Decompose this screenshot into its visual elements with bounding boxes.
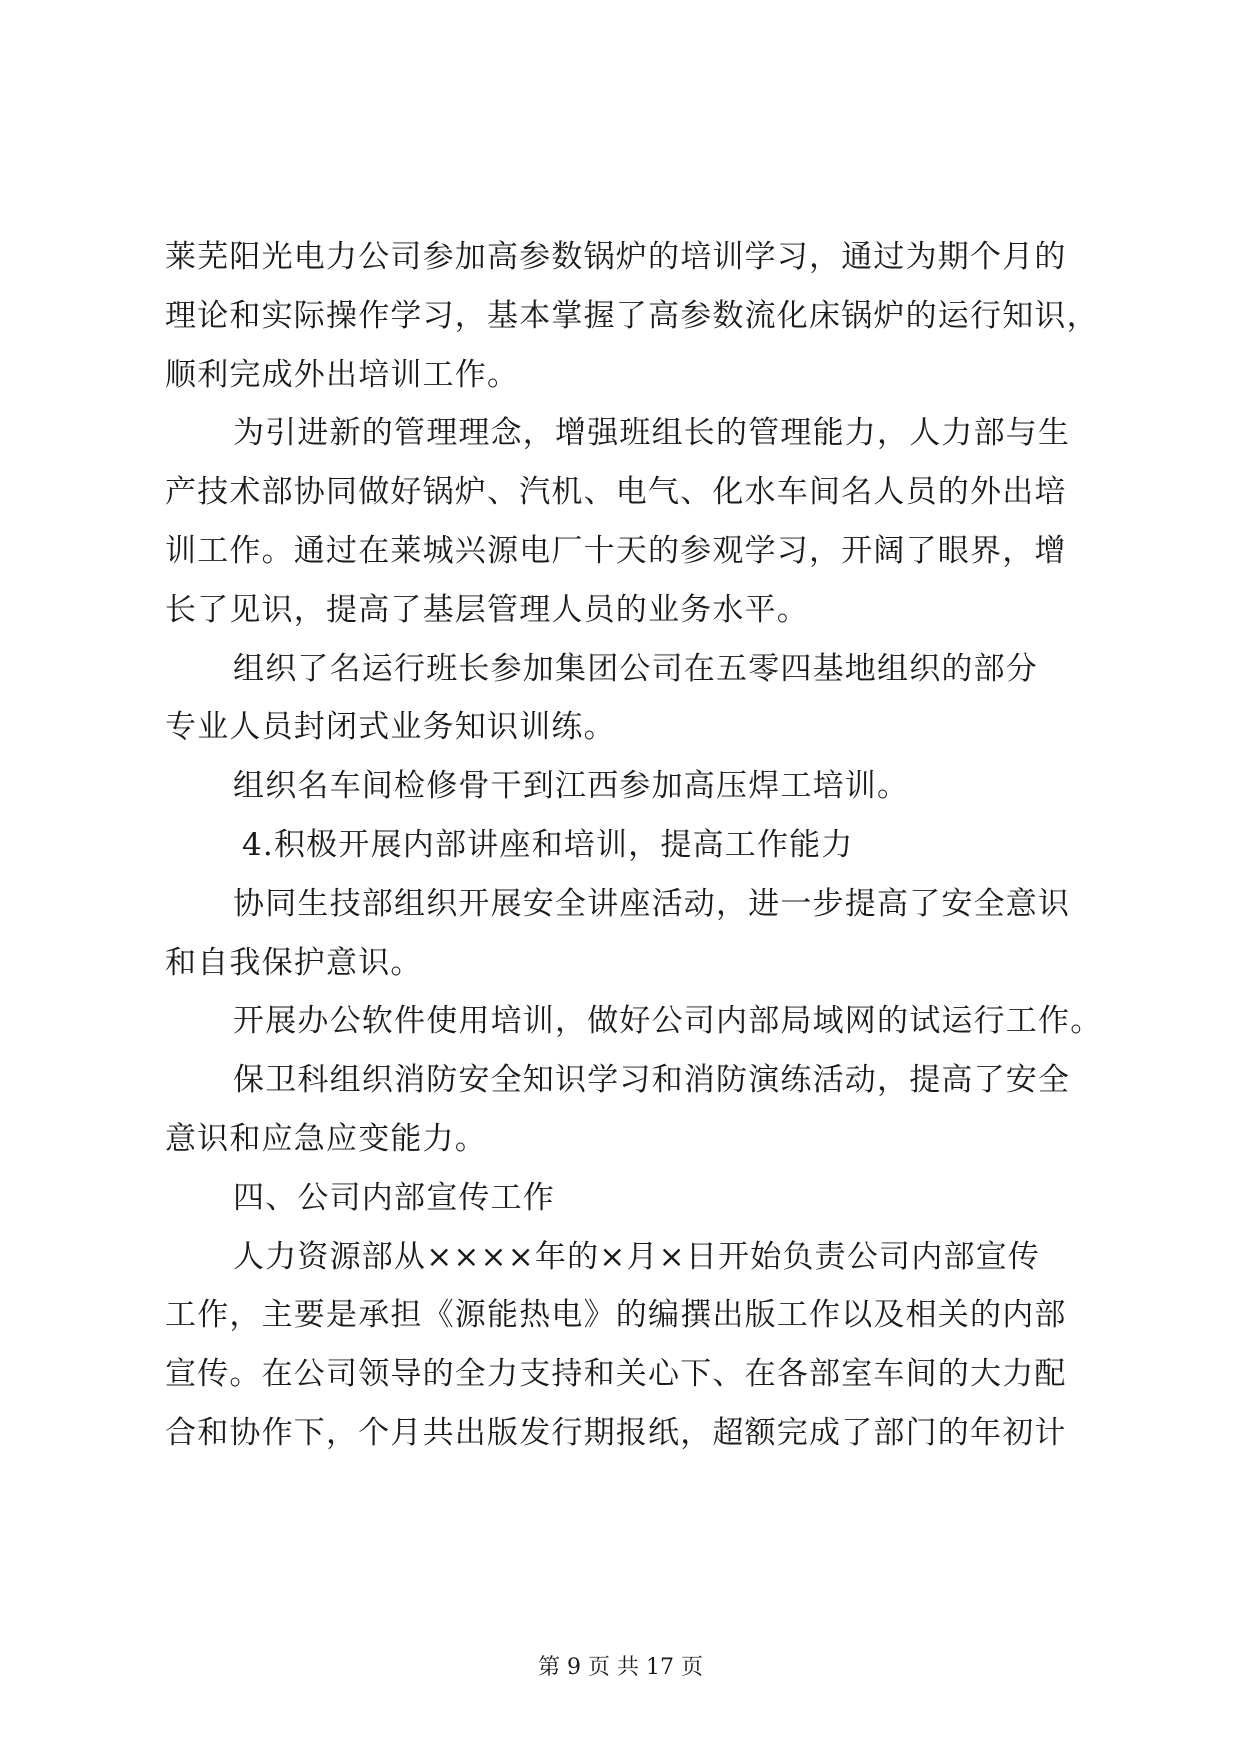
text-line: 顺利完成外出培训工作。: [165, 356, 520, 393]
text-line: 工作，主要是承担《源能热电》的编撰出版工作以及相关的内部: [165, 1297, 1067, 1334]
text-line: 莱芜阳光电力公司参加高参数锅炉的培训学习，通过为期个月的: [165, 239, 1067, 275]
text-line: 理论和实际操作学习，基本掌握了高参数流化床锅炉的运行知识，: [165, 297, 1099, 334]
text-line: 专业人员封闭式业务知识训练。: [165, 709, 616, 746]
text-line: 保卫科组织消防安全知识学习和消防演练活动，提高了安全: [233, 1062, 1071, 1099]
text-line: 训工作。通过在莱城兴源电厂十天的参观学习，开阔了眼界，增: [165, 532, 1067, 569]
text-line: 合和协作下，个月共出版发行期报纸，超额完成了部门的年初计: [165, 1414, 1067, 1451]
text-line: 为引进新的管理理念，增强班组长的管理能力，人力部与生: [233, 415, 1071, 452]
text-line: 长了见识，提高了基层管理人员的业务水平。: [165, 591, 809, 628]
text-line: 开展办公软件使用培训，做好公司内部局域网的试运行工作。: [233, 1003, 1103, 1040]
text-line: 宣传。在公司领导的全力支持和关心下、在各部室车间的大力配: [165, 1356, 1067, 1393]
text-line: 人力资源部从××××年的×月×日开始负责公司内部宣传: [233, 1238, 1041, 1275]
body-text: [165, 228, 1110, 1463]
text-line: 组织名车间检修骨干到江西参加高压焊工培训。: [233, 768, 910, 805]
text-line: 协同生技部组织开展安全讲座活动，进一步提高了安全意识: [233, 885, 1071, 922]
text-line: 产技术部协同做好锅炉、汽机、电气、化水车间名人员的外出培: [165, 474, 1067, 511]
text-line: 四、公司内部宣传工作: [233, 1179, 555, 1216]
text-line: 和自我保护意识。: [165, 944, 423, 981]
text-line: 意识和应急应变能力。: [165, 1120, 487, 1157]
page-footer: 第 9 页 共 17 页: [538, 1655, 703, 1680]
text-line: 4.积极开展内部讲座和培训，提高工作能力: [242, 826, 854, 863]
text-line: 组织了名运行班长参加集团公司在五零四基地组织的部分: [233, 650, 1038, 687]
